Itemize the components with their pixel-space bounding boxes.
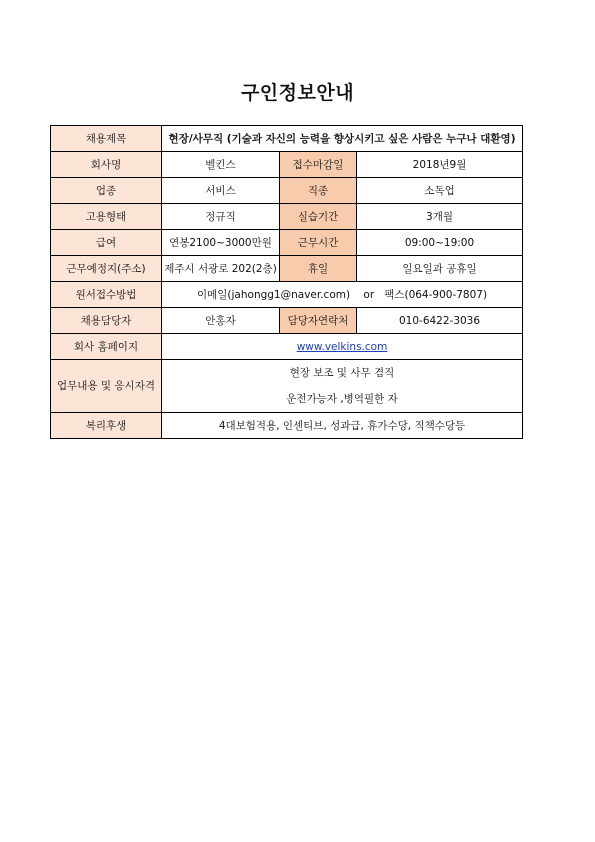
duties-line-2: 운전가능자 ,병역필한 자 xyxy=(286,393,398,405)
apply-method-value: 이메일(jahongg1@naver.com) or 팩스(064-900-7807) xyxy=(162,282,523,308)
table-row xyxy=(51,152,523,178)
welfare-value: 4대보험적용, 인센티브, 성과급, 휴가수당, 직책수당등 xyxy=(162,413,523,439)
salary-label: 급여 xyxy=(51,230,162,256)
table-row xyxy=(51,413,523,439)
location-label: 근무예정지(주소) xyxy=(51,256,162,282)
welfare-label: 복리후생 xyxy=(51,413,162,439)
holiday-label: 휴일 xyxy=(280,256,357,282)
recruiter-label: 채용담당자 xyxy=(51,308,162,334)
table-row xyxy=(51,230,523,256)
job-title-label: 채용제목 xyxy=(51,126,162,152)
holiday-value: 일요일과 공휴일 xyxy=(357,256,523,282)
industry-value: 서비스 xyxy=(162,178,280,204)
salary-value: 연봉2100~3000만원 xyxy=(162,230,280,256)
duties-label: 업무내용 및 응시자격 xyxy=(51,360,162,413)
homepage-label: 회사 홈페이지 xyxy=(51,334,162,360)
recruiter-value: 안홍자 xyxy=(162,308,280,334)
table-row xyxy=(51,204,523,230)
apply-method-label: 원서접수방법 xyxy=(51,282,162,308)
employment-type-value: 정규직 xyxy=(162,204,280,230)
table-row xyxy=(51,126,523,152)
table-row xyxy=(51,334,523,360)
deadline-label: 접수마감일 xyxy=(280,152,357,178)
company-value: 벨킨스 xyxy=(162,152,280,178)
duties-line-1: 현장 보조 및 사무 겸직 xyxy=(289,367,395,379)
homepage-link[interactable]: www.velkins.com xyxy=(162,334,523,360)
employment-type-label: 고용형태 xyxy=(51,204,162,230)
occupation-label: 직종 xyxy=(280,178,357,204)
location-value: 제주시 서광로 202(2층) xyxy=(162,256,280,282)
recruiter-phone-label: 담당자연락처 xyxy=(280,308,357,334)
work-hours-value: 09:00~19:00 xyxy=(357,230,523,256)
duties-value xyxy=(162,360,523,413)
table-row xyxy=(51,256,523,282)
company-label: 회사명 xyxy=(51,152,162,178)
work-hours-label: 근무시간 xyxy=(280,230,357,256)
table-row xyxy=(51,282,523,308)
occupation-value: 소독업 xyxy=(357,178,523,204)
page-title: 구인정보안내 xyxy=(240,82,355,104)
table-row xyxy=(51,360,523,413)
recruiter-phone-value: 010-6422-3036 xyxy=(357,308,523,334)
industry-label: 업종 xyxy=(51,178,162,204)
deadline-value: 2018년9월 xyxy=(357,152,523,178)
probation-label: 실습기간 xyxy=(280,204,357,230)
job-info-table xyxy=(50,125,523,439)
job-title-value: 현장/사무직 (기술과 자신의 능력을 향상시키고 싶은 사람은 누구나 대환영) xyxy=(162,126,523,152)
table-row xyxy=(51,308,523,334)
table-row xyxy=(51,178,523,204)
probation-value: 3개월 xyxy=(357,204,523,230)
